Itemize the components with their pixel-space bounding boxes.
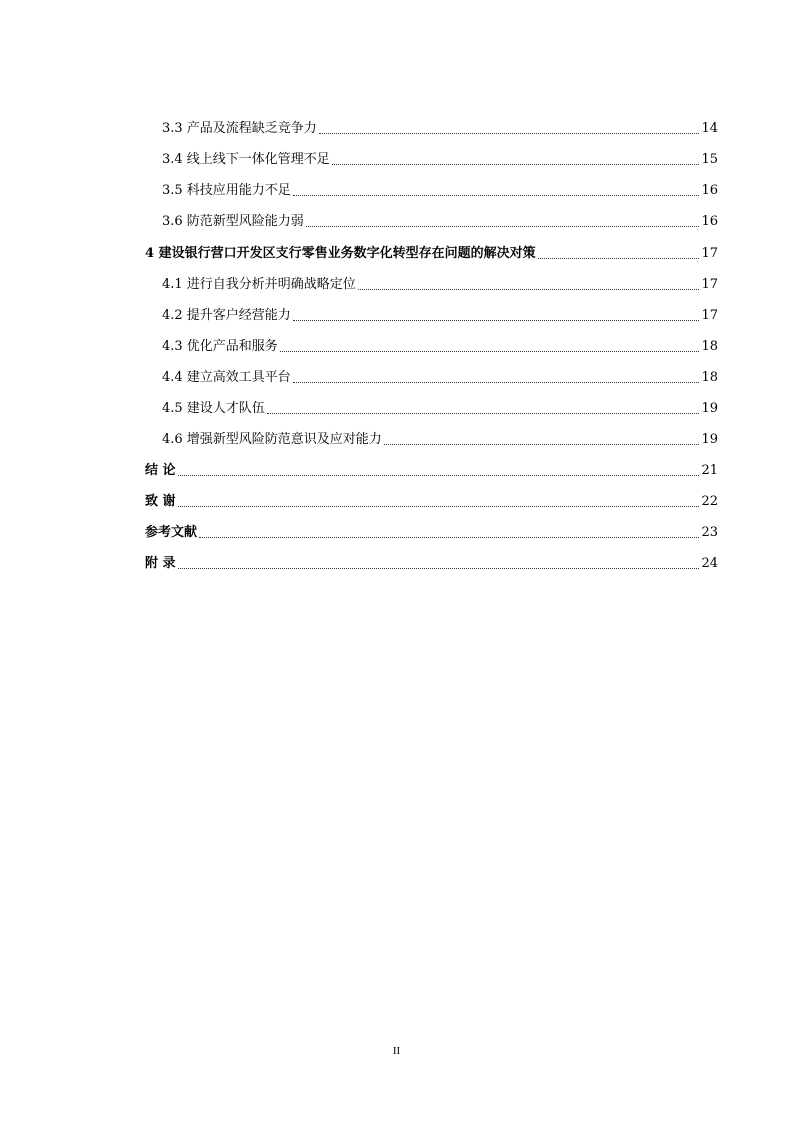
toc-entry-label: 4.2 提升客户经营能力 xyxy=(162,308,291,323)
toc-entry-4-4[interactable] xyxy=(162,368,718,388)
toc-entry-4-6[interactable] xyxy=(162,430,718,450)
page-number: II xyxy=(392,1045,401,1057)
toc-entry-label: 致 谢 xyxy=(145,494,176,509)
toc-entry-label: 4.4 建立高效工具平台 xyxy=(162,370,291,385)
toc-dot-leader xyxy=(292,306,701,326)
toc-entry-page: 23 xyxy=(701,525,718,540)
toc-entry-label: 4 建设银行营口开发区支行零售业务数字化转型存在问题的解决对策 xyxy=(145,246,536,261)
toc-dot-leader xyxy=(537,244,701,264)
toc-entry-page: 15 xyxy=(701,152,718,167)
toc-entry-3-6[interactable] xyxy=(162,212,718,232)
toc-entry-conclusion[interactable] xyxy=(145,461,718,481)
toc-entry-page: 14 xyxy=(701,121,718,136)
toc-entry-page: 16 xyxy=(701,214,718,229)
toc-dot-leader xyxy=(177,461,701,481)
toc-entry-appendix[interactable] xyxy=(145,554,718,574)
toc-entry-page: 17 xyxy=(701,246,718,261)
toc-entry-label: 4.6 增强新型风险防范意识及应对能力 xyxy=(162,432,382,447)
toc-dot-leader xyxy=(318,119,701,139)
toc-dot-leader xyxy=(331,150,701,170)
toc-dot-leader xyxy=(266,399,701,419)
toc-entry-label: 结 论 xyxy=(145,463,176,478)
toc-entry-3-5[interactable] xyxy=(162,181,718,201)
toc-entry-acknowledgements[interactable] xyxy=(145,492,718,512)
toc-entry-label: 4.3 优化产品和服务 xyxy=(162,339,278,354)
toc-entry-label: 附 录 xyxy=(145,556,176,571)
toc-entry-4-2[interactable] xyxy=(162,306,718,326)
toc-entry-page: 19 xyxy=(701,401,718,416)
toc-entry-page: 18 xyxy=(701,370,718,385)
toc-entry-page: 16 xyxy=(701,183,718,198)
toc-entry-page: 17 xyxy=(701,277,718,292)
toc-dot-leader xyxy=(305,212,701,232)
toc-entry-3-3[interactable] xyxy=(162,119,718,139)
toc-entry-label: 4.1 进行自我分析并明确战略定位 xyxy=(162,277,356,292)
toc-dot-leader xyxy=(292,181,701,201)
toc-entry-chapter-4[interactable] xyxy=(145,244,718,264)
toc-entry-references[interactable] xyxy=(145,523,718,543)
toc-entry-label: 3.4 线上线下一体化管理不足 xyxy=(162,152,330,167)
toc-entry-page: 18 xyxy=(701,339,718,354)
toc-dot-leader xyxy=(177,492,701,512)
toc-entry-page: 19 xyxy=(701,432,718,447)
toc-dot-leader xyxy=(383,430,701,450)
toc-entry-page: 24 xyxy=(701,556,718,571)
toc-dot-leader xyxy=(292,368,701,388)
toc-dot-leader xyxy=(177,554,701,574)
toc-dot-leader xyxy=(198,523,700,543)
toc-entry-page: 22 xyxy=(701,494,718,509)
toc-entry-page: 21 xyxy=(701,463,718,478)
toc-entry-label: 3.3 产品及流程缺乏竞争力 xyxy=(162,121,317,136)
toc-entry-4-3[interactable] xyxy=(162,337,718,357)
toc-entry-page: 17 xyxy=(701,308,718,323)
toc-entry-4-1[interactable] xyxy=(162,275,718,295)
toc-entry-label: 参考文献 xyxy=(145,525,198,540)
toc-dot-leader xyxy=(357,275,701,295)
toc-entry-label: 3.5 科技应用能力不足 xyxy=(162,183,291,198)
toc-dot-leader xyxy=(279,337,701,357)
toc-entry-4-5[interactable] xyxy=(162,399,718,419)
toc-entry-label: 3.6 防范新型风险能力弱 xyxy=(162,214,304,229)
toc-entry-3-4[interactable] xyxy=(162,150,718,170)
toc-entry-label: 4.5 建设人才队伍 xyxy=(162,401,265,416)
